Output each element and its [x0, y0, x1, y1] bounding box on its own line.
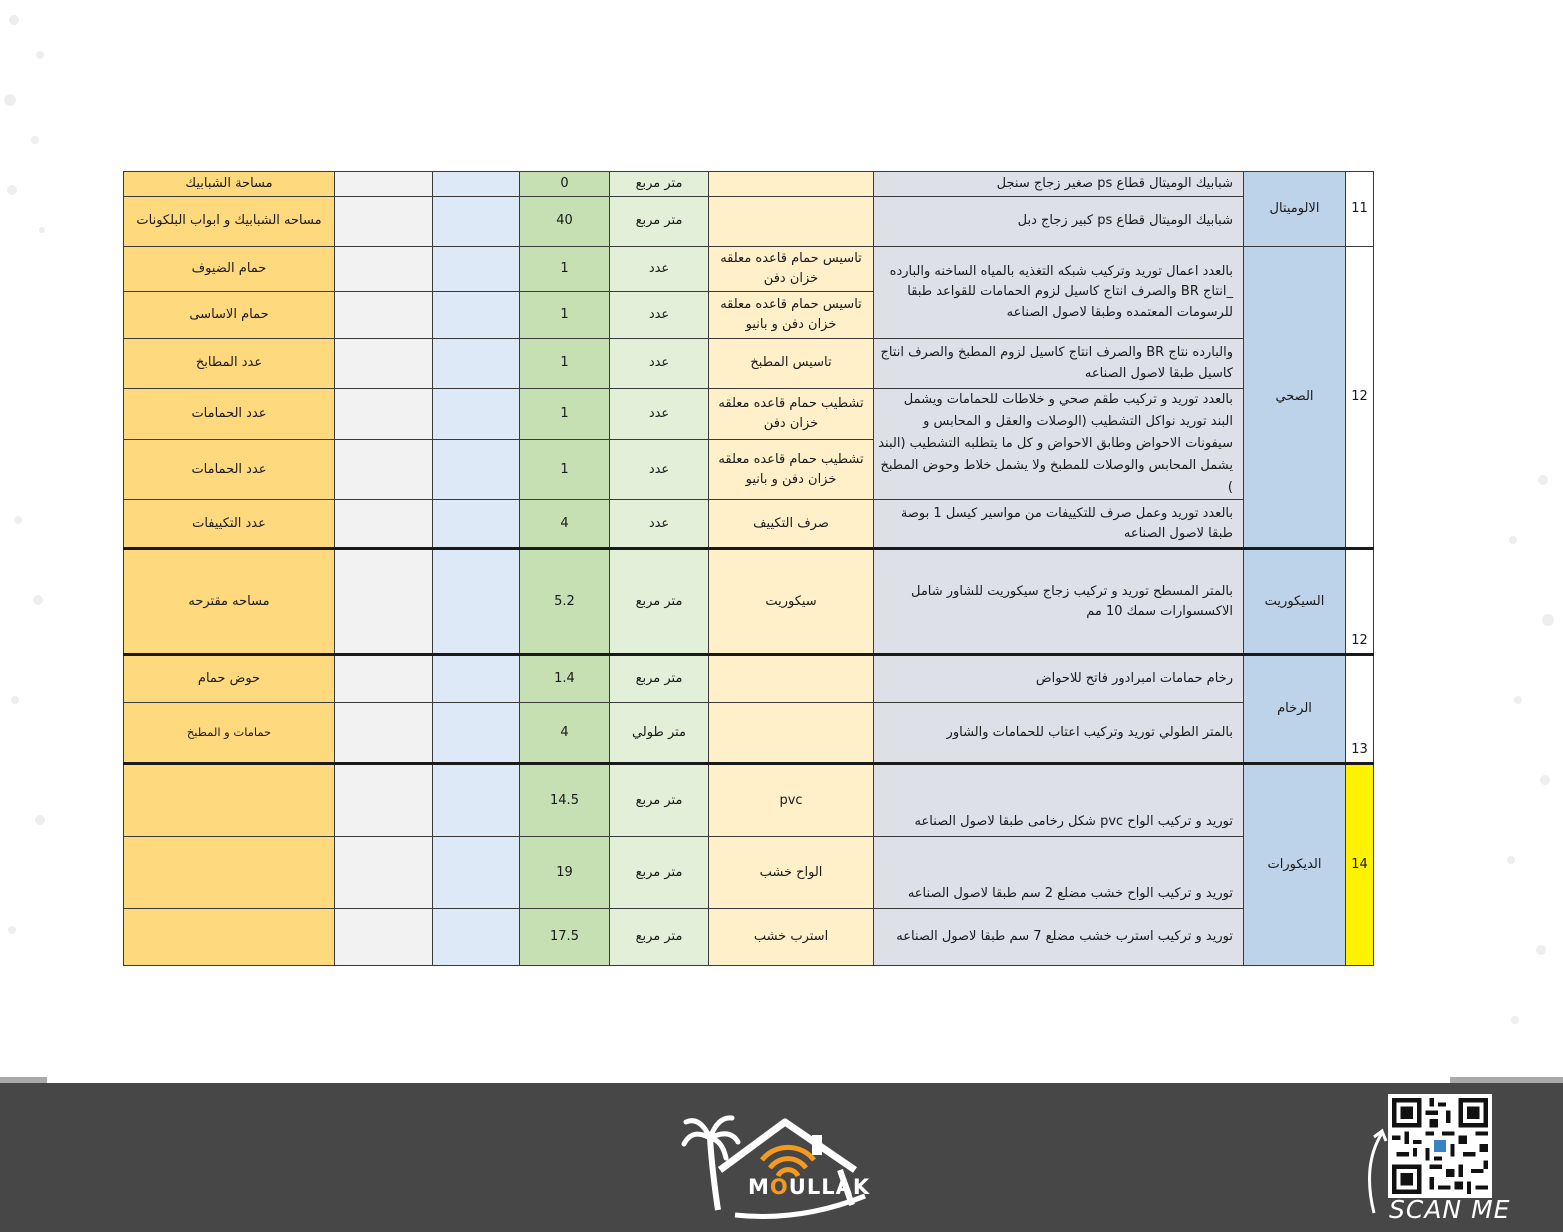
empty-cell: [335, 703, 433, 764]
item-cell: [709, 197, 874, 247]
empty-cell: [335, 197, 433, 247]
description-cell: شبابيك الوميتال قطاع ps كبير زجاج دبل: [874, 197, 1244, 247]
empty-cell: [335, 440, 433, 500]
table-row: [124, 197, 1374, 247]
item-cell: تشطيب حمام قاعده معلقه خزان دفن و بانيو: [709, 440, 874, 500]
table-row: [124, 703, 1374, 764]
note-cell: [124, 764, 335, 837]
empty-cell: [433, 549, 520, 655]
category-cell: الديكورات: [1244, 764, 1346, 966]
item-number: 11: [1346, 172, 1374, 247]
moullak-logo-icon: [680, 1110, 880, 1220]
note-cell: مساحة الشبابيك: [124, 172, 335, 197]
empty-cell: [335, 837, 433, 909]
unit-cell: متر مربع: [610, 655, 709, 703]
quantity-cell: 1: [520, 440, 610, 500]
unit-cell: متر مربع: [610, 197, 709, 247]
unit-cell: عدد: [610, 339, 709, 389]
note-cell: حمامات و المطبخ: [124, 703, 335, 764]
item-cell: الواح خشب: [709, 837, 874, 909]
table-row: [124, 339, 1374, 389]
unit-cell: متر مربع: [610, 837, 709, 909]
item-number: 12: [1346, 549, 1374, 655]
unit-cell: متر مربع: [610, 172, 709, 197]
empty-cell: [335, 389, 433, 440]
brand-name: [748, 1175, 870, 1199]
empty-cell: [433, 339, 520, 389]
quantity-cell: 40: [520, 197, 610, 247]
empty-cell: [433, 764, 520, 837]
table-row: [124, 172, 1374, 197]
item-cell: تاسيس حمام قاعده معلقه خزان دفن: [709, 247, 874, 292]
category-cell: السيكوريت: [1244, 549, 1346, 655]
decorative-dots-right: [1483, 0, 1563, 1080]
empty-cell: [335, 292, 433, 339]
unit-cell: عدد: [610, 247, 709, 292]
note-cell: حوض حمام: [124, 655, 335, 703]
item-cell: تاسيس حمام قاعده معلقه خزان دفن و بانيو: [709, 292, 874, 339]
quantity-cell: 1: [520, 339, 610, 389]
item-cell: تاسيس المطبخ: [709, 339, 874, 389]
quantity-cell: 17.5: [520, 909, 610, 966]
note-cell: عدد الحمامات: [124, 389, 335, 440]
unit-cell: عدد: [610, 389, 709, 440]
quantity-cell: 1: [520, 389, 610, 440]
item-cell: تشطيب حمام قاعده معلقه خزان دفن: [709, 389, 874, 440]
item-number: 13: [1346, 655, 1374, 764]
quantity-cell: 14.5: [520, 764, 610, 837]
empty-cell: [433, 389, 520, 440]
table-row: [124, 247, 1374, 292]
note-cell: عدد الحمامات: [124, 440, 335, 500]
item-cell: [709, 703, 874, 764]
description-cell: والبارده نتاج BR والصرف انتاج كاسيل لزوم المطبخ والصرف انتاج كاسيل طبقا لاصول الصناعه: [874, 339, 1244, 389]
quantity-cell: 5.2: [520, 549, 610, 655]
description-cell: بالعدد توريد و تركيب طقم صحي و خلاطات للحمامات ويشمل البند توريد نواكل التشطيب (الوصلات والعقل و المحابس و سيفونات الاحواض وطابق الاحواض و كل ما يتطلبه التشطيب (البند يشمل المحابس والوصلات للمطبخ ولا يشمل خلاط وحوض المطبخ ): [874, 389, 1244, 500]
quantity-cell: 4: [520, 500, 610, 549]
note-cell: [124, 909, 335, 966]
empty-cell: [433, 655, 520, 703]
empty-cell: [433, 440, 520, 500]
note-cell: حمام الضيوف: [124, 247, 335, 292]
item-number: 14: [1346, 764, 1374, 966]
item-cell: استرب خشب: [709, 909, 874, 966]
description-cell: رخام حمامات امبرادور فاتح للاحواض: [874, 655, 1244, 703]
description-cell: بالمتر الطولي توريد وتركيب اعتاب للحمامات والشاور: [874, 703, 1244, 764]
quantity-cell: 0: [520, 172, 610, 197]
unit-cell: عدد: [610, 440, 709, 500]
empty-cell: [335, 549, 433, 655]
note-cell: مساحه مقترحه: [124, 549, 335, 655]
quantity-cell: 1: [520, 292, 610, 339]
bill-of-quantities-table: [123, 171, 1374, 966]
empty-cell: [433, 909, 520, 966]
description-cell: بالعدد اعمال توريد وتركيب شبكه التغذيه بالمياه الساخنه والبارده _انتاج BR والصرف انتاج كاسيل لزوم الحمامات للقواعد طبقا للرسومات المعتمده وطبقا لاصول الصناعه: [874, 247, 1244, 339]
table-row: [124, 655, 1374, 703]
note-cell: [124, 837, 335, 909]
unit-cell: عدد: [610, 292, 709, 339]
description-cell: بالمتر المسطح توريد و تركيب زجاج سيكوريت للشاور شامل الاكسسوارات سمك 10 مم: [874, 549, 1244, 655]
item-number: 12: [1346, 247, 1374, 549]
unit-cell: متر مربع: [610, 909, 709, 966]
empty-cell: [335, 339, 433, 389]
empty-cell: [335, 247, 433, 292]
empty-cell: [335, 909, 433, 966]
table-row: [124, 764, 1374, 837]
brand-letters: ULLAK: [788, 1175, 871, 1199]
decorative-dots-left: [0, 0, 60, 1080]
note-cell: عدد المطابخ: [124, 339, 335, 389]
quantity-cell: 1: [520, 247, 610, 292]
item-cell: [709, 655, 874, 703]
empty-cell: [433, 292, 520, 339]
empty-cell: [335, 500, 433, 549]
item-cell: سيكوريت: [709, 549, 874, 655]
note-cell: مساحه الشبابيك و ابواب البلكونات: [124, 197, 335, 247]
item-cell: pvc: [709, 764, 874, 837]
empty-cell: [433, 703, 520, 764]
table-row: [124, 500, 1374, 549]
category-cell: الصحي: [1244, 247, 1346, 549]
description-cell: توريد و تركيب استرب خشب مضلع 7 سم طبقا لاصول الصناعه: [874, 909, 1244, 966]
description-cell: توريد و تركيب الواح pvc شكل رخامى طبقا لاصول الصناعه: [874, 764, 1244, 837]
category-cell: الرخام: [1244, 655, 1346, 764]
description-cell: توريد و تركيب الواح خشب مضلع 2 سم طبقا لاصول الصناعه: [874, 837, 1244, 909]
qr-code-icon[interactable]: [1388, 1094, 1492, 1198]
quantity-cell: 19: [520, 837, 610, 909]
empty-cell: [335, 172, 433, 197]
description-cell: بالعدد توريد وعمل صرف للتكييفات من مواسير كيسل 1 بوصة طبقا لاصول الصناعه: [874, 500, 1244, 549]
empty-cell: [433, 197, 520, 247]
item-cell: صرف التكييف: [709, 500, 874, 549]
unit-cell: متر طولي: [610, 703, 709, 764]
quantity-cell: 1.4: [520, 655, 610, 703]
empty-cell: [433, 247, 520, 292]
unit-cell: متر مربع: [610, 549, 709, 655]
empty-cell: [335, 655, 433, 703]
unit-cell: متر مربع: [610, 764, 709, 837]
table-row: [124, 389, 1374, 440]
note-cell: حمام الاساسى: [124, 292, 335, 339]
empty-cell: [433, 837, 520, 909]
note-cell: عدد التكييفات: [124, 500, 335, 549]
table-row: [124, 837, 1374, 909]
table-row: [124, 909, 1374, 966]
table-row: [124, 549, 1374, 655]
scan-me-label: SCAN ME: [1389, 1195, 1511, 1224]
description-cell: شبابيك الوميتال قطاع ps صغير زجاج سنجل: [874, 172, 1244, 197]
quantity-cell: 4: [520, 703, 610, 764]
category-cell: الالوميتال: [1244, 172, 1346, 247]
unit-cell: عدد: [610, 500, 709, 549]
item-cell: [709, 172, 874, 197]
empty-cell: [335, 764, 433, 837]
empty-cell: [433, 500, 520, 549]
brand-letter-accent: O: [769, 1175, 789, 1199]
brand-letter: M: [748, 1175, 770, 1199]
empty-cell: [433, 172, 520, 197]
